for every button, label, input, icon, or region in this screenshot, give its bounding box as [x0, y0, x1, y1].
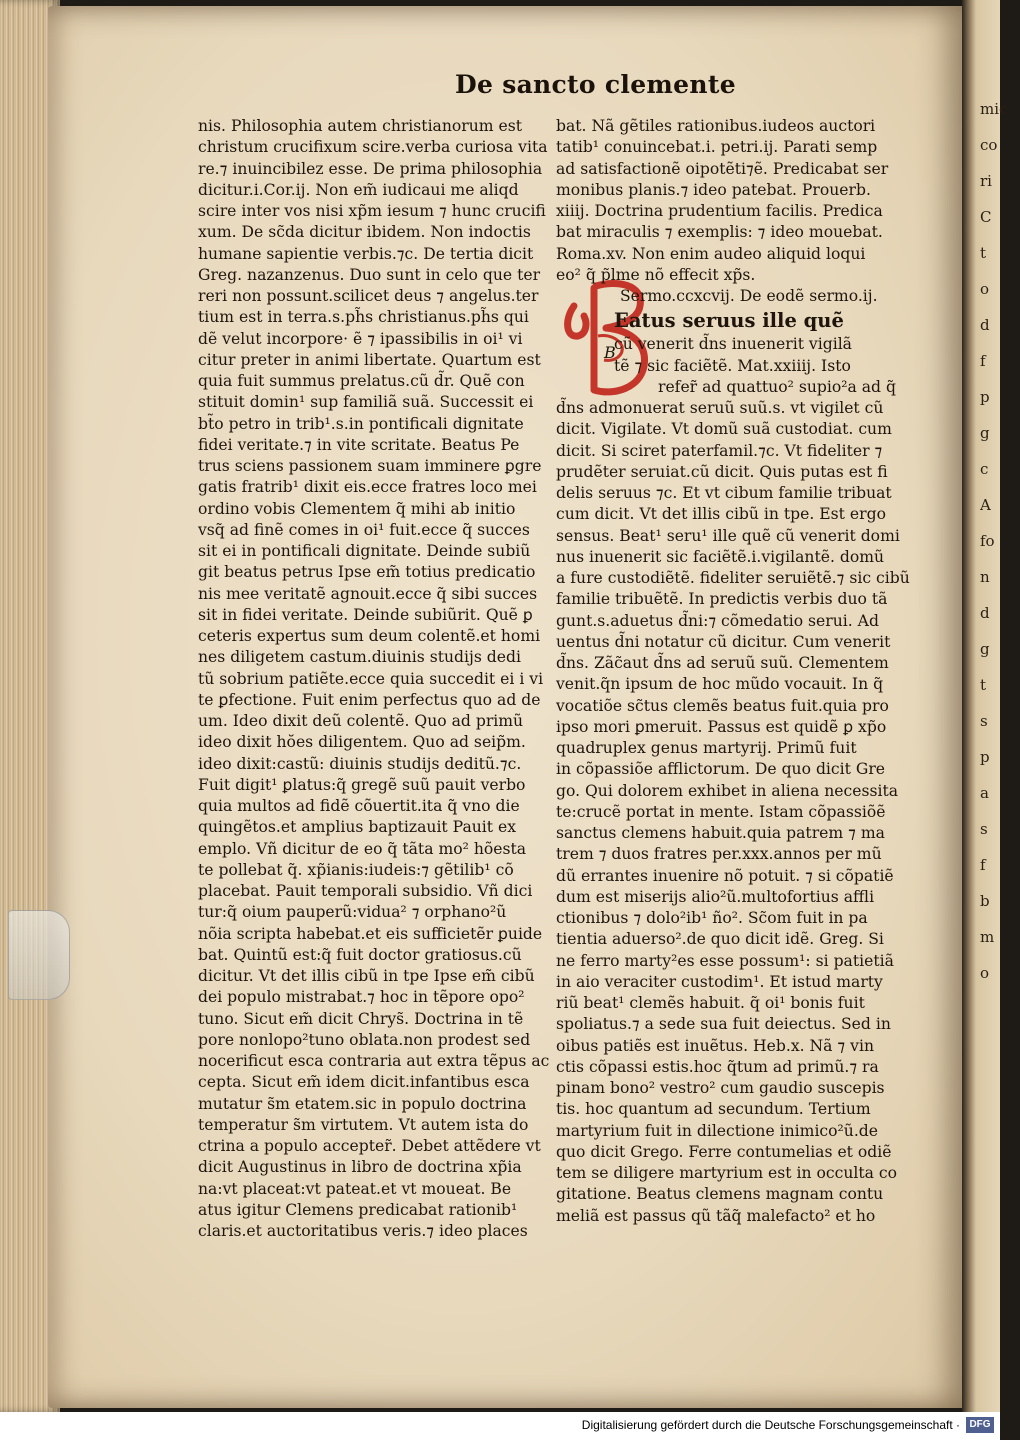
facing-page-fragment: o	[980, 280, 990, 298]
facing-page-fragment: a	[980, 784, 989, 802]
text-line: trus sciens passionem suam imminere ꝑgre	[198, 457, 542, 475]
opening-line: Eatus seruus ille quẽ	[614, 309, 844, 333]
text-line: tis. hoc quantum ad secundum. Tertium	[556, 1100, 871, 1119]
text-line: sit in fidei veritate. Deinde subiũrit. Quẽ ꝑ	[198, 605, 533, 624]
text-line: ad satisfactionẽ oipotẽti⁊ẽ. Predicabat ser	[556, 159, 889, 178]
facing-page-fragment: fo	[980, 532, 995, 550]
text-line: cepta. Sicut em̃ idem dicit.infantibus esca	[198, 1073, 530, 1092]
facing-page-fragment: b	[980, 892, 990, 910]
text-line: ideo dixit:castũ: diuinis studijs deditũ.⁊c.	[198, 754, 522, 773]
text-line: venit.q̃n ipsum de hoc mũdo vocauit. In q̃	[556, 675, 884, 694]
text-line: tũ sobrium patiẽte.ecce quia succedit ei i vi	[198, 669, 544, 688]
text-line: sit ei in pontificali dignitate. Deinde subiũ	[198, 542, 531, 560]
text-line: cũ venerit d̃ns inuenerit vigilã	[614, 335, 852, 354]
text-line: dicitur.i.Cor.ij. Non em̃ iudicaui me aliqd	[198, 180, 519, 199]
text-line: quingẽtos.et amplius baptizauit Pauit ex	[198, 818, 517, 837]
text-line: christum crucifixum scire.verba curiosa vita	[198, 138, 548, 157]
text-line: ideo dixit hŏes diligentem. Quo ad seip̃m.	[198, 733, 526, 752]
text-line: bat miraculis ⁊ exemplis: ⁊ ideo mouebat.	[556, 223, 883, 242]
text-line: d̃ns admonuerat seruũ suũ.s. vt vigilet cũ	[556, 399, 884, 417]
text-line: fidei veritate.⁊ in vite scritate. Beatus Pe	[198, 435, 520, 454]
text-line: a fure custodiẽtẽ. fideliter seruiẽtẽ.⁊ sic cibũ	[556, 569, 910, 587]
text-line: tẽ ⁊ sic faciẽtẽ. Mat.xxiiij. Isto	[614, 356, 851, 375]
text-line: citur preter in animi libertate. Quartum est	[198, 350, 541, 369]
text-line: git beatus petrus Ipse em̃ totius predicatio	[198, 563, 536, 582]
text-line: gatis fratrib¹ dixit eis.ecce fratres loco mei	[198, 478, 537, 497]
text-line: pinam bono² vestro² cum gaudio suscepis	[556, 1079, 885, 1097]
text-line: monibus planis.⁊ ideo patebat. Prouerb.	[556, 180, 871, 199]
text-line: nus inuenerit sic faciẽtẽ.i.vigilantẽ. domũ	[556, 547, 885, 566]
text-line: oibus patiẽs est inuẽtus. Heb.x. Nã ⁊ vin	[556, 1036, 874, 1055]
text-line: na:vt placeat:vt pateat.et vt moueat. Be	[198, 1179, 512, 1198]
text-line: trem ⁊ duos fratres per.xxx.annos per mũ	[556, 845, 882, 864]
text-line: vocatiõe sc̃tus clemẽs beatus fuit.quia pro	[556, 696, 889, 715]
text-line: ipso mori ꝑmeruit. Passus est quidẽ ꝑ xp̃o	[556, 717, 887, 736]
facing-page-fragment: s	[980, 820, 988, 838]
text-line: ne ferro marty²es esse possum¹: si patietiã	[556, 951, 894, 970]
text-line: spoliatus.⁊ a sede sua fuit deiectus. Sed in	[556, 1015, 891, 1034]
facing-page-fragment: g	[980, 424, 990, 442]
facing-page-fragment: f	[980, 352, 986, 370]
text-line: tium est in terra.s.ph̃s christianus.ph̃s qui	[198, 308, 529, 327]
facing-page-fragment: c	[980, 460, 989, 478]
footer-credit: Digitalisierung gefördert durch die Deutsche Forschungsgemeinschaft ·	[581, 1418, 960, 1432]
text-line: dẽ velut incorpore· ẽ ⁊ ipassibilis in oi¹ vi	[198, 329, 523, 348]
text-line: quia multos ad fidẽ cõuertit.ita q̃ vno die	[198, 797, 520, 815]
text-line: stituit domin¹ sup familiã suã. Successit ei	[198, 393, 534, 412]
dfg-logo: DFG	[966, 1417, 994, 1433]
text-line: xiiij. Doctrina prudentium facilis. Predica	[556, 202, 883, 220]
text-line: te ꝑfectione. Fuit enim perfectus quo ad de	[198, 690, 541, 709]
text-line: nis mee veritatẽ agnouit.ecce q̃ sibi succes	[198, 584, 538, 603]
text-line: tientia aduerso².de quo dicit idẽ. Greg. Si	[556, 930, 884, 949]
page-clip	[8, 910, 70, 1000]
facing-page-fragment: p	[980, 388, 990, 406]
text-line: go. Qui dolorem exhibet in aliena necessita	[556, 781, 899, 800]
text-line: d̃ns. Zãc̃aut d̃ns ad seruũ suũ. Clementem	[556, 654, 889, 672]
facing-page-fragment: co	[980, 136, 998, 154]
text-line: bt̃o petro in trib¹.s.in pontificali dignitate	[198, 414, 524, 433]
facing-page-fragment: C	[980, 208, 992, 226]
right-text-column	[556, 116, 908, 1227]
text-line: dicit. Si sciret paterfamil.⁊c. Vt fideliter ⁊	[556, 441, 883, 460]
left-text-column	[198, 116, 548, 1242]
text-line: claris.et auctoritatibus veris.⁊ ideo places	[198, 1222, 528, 1240]
text-line: refer̃ ad quattuo² supio²a ad q̃	[658, 377, 896, 396]
text-line: tuno. Sicut em̃ dicit Chrys̃. Doctrina in tẽ	[198, 1009, 524, 1028]
text-line: ordino vobis Clementem q̃ mihi ab initio	[198, 499, 516, 518]
text-line: ctis cõpassi estis.hoc q̃tum ad primũ.⁊ ra	[556, 1057, 879, 1076]
facing-page-fragment: s	[980, 712, 988, 730]
facing-page-fragment: g	[980, 640, 990, 658]
facing-page-strip	[962, 0, 1008, 1412]
text-line: ctionibus ⁊ dolo²ib¹ ño². Sc̃om fuit in pa	[556, 909, 868, 927]
text-line: uentus d̃ni notatur cũ dicitur. Cum venerit	[556, 632, 891, 651]
text-line: martyrium fuit in dilectione inimico²ũ.de	[556, 1121, 879, 1140]
text-line: riũ beat¹ clemẽs habuit. q̃ oi¹ bonis fuit	[556, 994, 865, 1012]
text-line: vsq̃ ad finẽ comes in oi¹ fuit.ecce q̃ succes	[198, 520, 530, 539]
text-line: dicit Augustinus in libro de doctrina xp̃ia	[198, 1158, 522, 1177]
facing-page-fragment: mic	[980, 100, 1008, 118]
text-line: gunt.s.aduetus d̃ni:⁊ cõmedatio serui. Ad	[556, 611, 879, 630]
facing-page-fragment: t	[980, 676, 987, 694]
text-line: ceteris expertus sum deum colentẽ.et homi	[198, 627, 541, 645]
text-line: tur:q̃ oium pauperũ:vidua² ⁊ orphano²ũ	[198, 903, 507, 922]
text-line: nis. Philosophia autem christianorum est	[198, 117, 523, 135]
text-line: temperatur s̃m virtutem. Vt autem ista do	[198, 1115, 529, 1134]
text-line: quadruplex genus martyrij. Primũ fuit	[556, 739, 857, 757]
facing-page-fragment: d	[980, 316, 990, 334]
facing-page-fragment: m	[980, 928, 995, 946]
text-line: dũ errantes inuenire nõ potuit. ⁊ si cõpatiẽ	[556, 866, 894, 885]
facing-page-fragment: n	[980, 568, 990, 586]
running-head: De sancto clemente	[455, 70, 736, 99]
text-line: dicit. Vigilate. Vt domũ suã custodiat. cum	[556, 420, 892, 439]
text-line: sensus. Beat¹ seru¹ ille quẽ cũ venerit domi	[556, 526, 900, 545]
text-line: sanctus clemens habuit.quia patrem ⁊ ma	[556, 824, 885, 842]
text-line: mutatur s̃m etatem.sic in populo doctrina	[198, 1094, 527, 1113]
text-line: dei populo mistrabat.⁊ hoc in tẽpore opo²	[198, 988, 525, 1007]
facing-page-fragment: ri	[980, 172, 992, 190]
text-line: humane sapientie verbis.⁊c. De tertia dicit	[198, 244, 534, 263]
text-line: quo dicit Grego. Ferre contumelias et odiẽ	[556, 1142, 892, 1161]
sermon-heading: Sermo.ccxcvij. De eodẽ sermo.ij.	[620, 287, 878, 305]
text-line: dum est miserijs alio²ũ.multofortius affli	[556, 887, 875, 906]
text-line: te:crucẽ portat in mente. Istam cõpassiõẽ	[556, 802, 886, 821]
text-line: delis seruus ⁊c. Et vt cibum familie tribuat	[556, 484, 892, 502]
text-line: tatib¹ conuincebat.i. petri.ij. Parati semp	[556, 138, 878, 157]
text-line: bat. Nã gẽtiles rationibus.iudeos auctori	[556, 117, 876, 135]
text-line: atus igitur Clemens predicabat rationib¹	[198, 1200, 518, 1219]
text-line: cum dicit. Vt det illis cibũ in tpe. Est ergo	[556, 505, 886, 524]
text-line: re.⁊ inuincibilez esse. De prima philosophia	[198, 159, 543, 178]
text-line: dicitur. Vt det illis cibũ in tpe Ipse em̃ cibũ	[198, 967, 535, 985]
facing-page-fragment: d	[980, 604, 990, 622]
facing-page-fragment: A	[980, 496, 991, 514]
text-line: nocerificut esca contraria aut extra tẽpus ac	[198, 1052, 550, 1070]
text-line: Fuit digit¹ ꝑlatus:q̃ gregẽ suũ pauit verbo	[198, 775, 526, 794]
text-line: ctrina a populo accepter̃. Debet attẽdere vt	[198, 1137, 541, 1155]
text-line: tem se diligere martyrium est in occulta co	[556, 1164, 898, 1182]
text-line: xum. De sc̃da dicitur ibidem. Non indoctis	[198, 223, 531, 242]
text-line: in cõpassiõe afflictorum. De quo dicit Gre	[556, 760, 885, 779]
initial-letter-guide: B	[604, 343, 616, 362]
text-line: scire inter vos nisi xp̃m iesum ⁊ hunc crucifi	[198, 202, 546, 220]
text-line: Roma.xv. Non enim audeo aliquid loqui	[556, 244, 866, 263]
text-line: Greg. nazanzenus. Duo sunt in celo que ter	[198, 265, 541, 284]
text-line: nõia scripta habebat.et eis sufficietẽr ꝑuide	[198, 924, 543, 943]
text-line: um. Ideo dixit deũ colentẽ. Quo ad primũ	[198, 712, 524, 730]
text-line: familie tribuẽtẽ. In predictis verbis duo tã	[556, 590, 888, 609]
facing-page-fragment: t	[980, 244, 987, 262]
facing-page-fragment: o	[980, 964, 990, 982]
text-line: nes diligetem castum.diuinis studijs dedi	[198, 648, 521, 667]
text-line: emplo. Vñ dicitur de eo q̃ tãta mo² hõesta	[198, 839, 527, 858]
text-line: eo² q̃ p̃lme nõ effecit xp̃s.	[556, 265, 756, 284]
text-line: meliã est passus qũ tãq̃ malefacto² et ho	[556, 1206, 876, 1225]
facing-page-fragment: f	[980, 856, 986, 874]
text-line: gitatione. Beatus clemens magnam contu	[556, 1185, 884, 1204]
footer-bar	[0, 1412, 1000, 1440]
text-line: pore nonlopo²tuno oblata.non prodest sed	[198, 1030, 531, 1049]
text-line: reri non possunt.scilicet deus ⁊ angelus.ter	[198, 287, 539, 305]
text-line: in aio veraciter custodim¹. Et istud marty	[556, 972, 883, 991]
text-line: te pollebat q̃. xp̃ianis:iudeis:⁊ gẽtilib¹ cõ	[198, 860, 514, 879]
facing-page-fragment: p	[980, 748, 990, 766]
text-line: quia fuit summus prelatus.cũ d̃r. Quẽ con	[198, 372, 525, 390]
text-line: prudẽter seruiat.cũ dicit. Quis putas est fi	[556, 462, 888, 481]
text-line: placebat. Pauit temporali subsidio. Vñ dici	[198, 882, 533, 900]
text-line: bat. Quintũ est:q̃ fuit doctor gratiosus.cũ	[198, 945, 522, 964]
